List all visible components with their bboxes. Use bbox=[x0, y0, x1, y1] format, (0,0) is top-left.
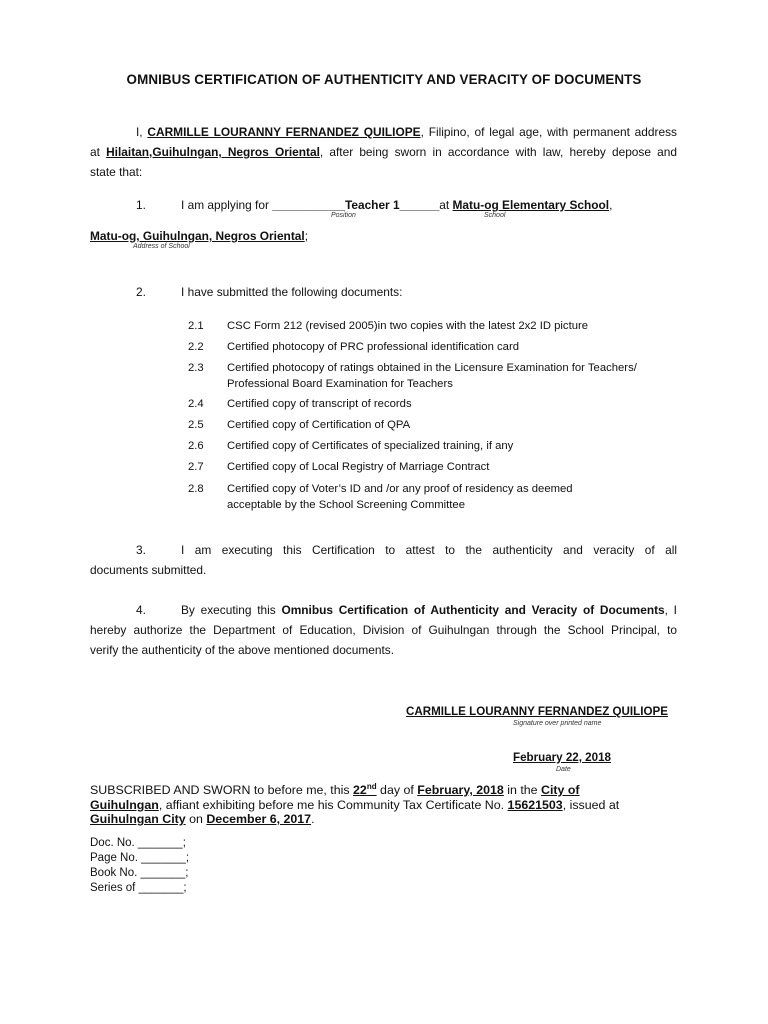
signature-caption: Signature over printed name bbox=[513, 720, 602, 727]
sworn-text-7: . bbox=[311, 812, 315, 827]
document-text: Certified copy of Certificates of specialized training, if any bbox=[227, 440, 514, 452]
item1-text-a: I am applying for bbox=[181, 198, 273, 212]
intro-paragraph bbox=[90, 122, 677, 182]
school-address-line bbox=[90, 229, 308, 243]
document-title: OMNIBUS CERTIFICATION OF AUTHENTICITY AND VERACITY OF DOCUMENTS bbox=[126, 72, 642, 87]
item3-line-1 bbox=[90, 540, 677, 560]
document-number: 2.4 bbox=[188, 398, 204, 410]
document-text: Certified copy of transcript of records bbox=[227, 398, 412, 410]
affiant-address: Hilaitan,Guihulngan, Negros Oriental bbox=[106, 145, 320, 159]
intro-middle: , Filipino, of legal age, with permanent address bbox=[420, 125, 677, 139]
item4-line-2: hereby authorize the Department of Education, Division of Guihulngan through the School Principal, to bbox=[90, 623, 677, 637]
document-number: 2.1 bbox=[188, 320, 204, 332]
sworn-day bbox=[353, 783, 377, 797]
address-caption: Address of School bbox=[133, 243, 190, 250]
item1-line bbox=[181, 198, 612, 212]
item2-text: I have submitted the following documents: bbox=[181, 285, 403, 299]
document-number: 2.3 bbox=[188, 362, 204, 374]
issued-date: December 6, 2017 bbox=[206, 812, 312, 827]
document-number: 2.5 bbox=[188, 419, 204, 431]
document-text: Certified copy of Voter’s ID and /or any proof of residency as deemed acceptable by the School Screening Committee bbox=[227, 483, 573, 511]
sworn-city-part1: City of bbox=[541, 783, 580, 798]
sworn-text-3: in the bbox=[503, 783, 542, 798]
intro-line-1 bbox=[90, 122, 677, 142]
document-number: 2.2 bbox=[188, 341, 204, 353]
intro-line-3: state that: bbox=[90, 165, 143, 179]
sworn-text-6: on bbox=[185, 812, 207, 827]
doc-no-line: Doc. No. _______; bbox=[90, 837, 186, 849]
item3-line1-text: I am executing this Certification to attest to the authenticity and veracity of all bbox=[181, 543, 677, 557]
sworn-text-5: , issued at bbox=[562, 797, 620, 812]
item1-number: 1. bbox=[136, 198, 146, 212]
sworn-statement bbox=[90, 780, 690, 827]
document-text: CSC Form 212 (revised 2005)in two copies with the latest 2x2 ID picture bbox=[227, 320, 589, 332]
document-text: Certified photocopy of ratings obtained in the Licensure Examination for Teachers/ Professional Board Examination for Teachers bbox=[227, 362, 637, 390]
item4-text-a: By executing this bbox=[181, 603, 282, 617]
sworn-month-year: February, 2018 bbox=[417, 783, 504, 798]
page-no-line: Page No. _______; bbox=[90, 852, 190, 864]
notary-block bbox=[90, 836, 189, 896]
school-name: Matu-og Elementary School bbox=[452, 198, 610, 212]
item1-comma: , bbox=[609, 198, 613, 212]
document-number: 2.7 bbox=[188, 461, 204, 473]
school-address: Matu-og, Guihulngan, Negros Oriental bbox=[90, 229, 305, 243]
signature-name: CARMILLE LOURANNY FERNANDEZ QUILIOPE bbox=[406, 705, 668, 718]
ctc-number: 15621503 bbox=[507, 797, 563, 812]
document-text: Certified copy of Local Registry of Marriage Contract bbox=[227, 461, 490, 473]
sworn-text-2: day of bbox=[376, 783, 418, 798]
item4-paragraph bbox=[90, 600, 677, 660]
item1-text-b: at bbox=[439, 198, 453, 212]
item4-number: 4. bbox=[136, 603, 146, 617]
issued-city: Guihulngan City bbox=[90, 812, 186, 827]
item4-line1-text bbox=[90, 600, 677, 620]
series-of-line: Series of _______; bbox=[90, 882, 187, 894]
sworn-text-1: SUBSCRIBED AND SWORN to before me, this bbox=[90, 783, 354, 798]
item3-line-2: documents submitted. bbox=[90, 563, 207, 577]
item3-number: 3. bbox=[136, 543, 146, 557]
affiant-name: CARMILLE LOURANNY FERNANDEZ QUILIOPE bbox=[147, 125, 421, 139]
intro-line2-suffix: , after being sworn in accordance with law, hereby depose and bbox=[319, 145, 677, 159]
book-no-line: Book No. _______; bbox=[90, 867, 189, 879]
document-text: Certified photocopy of PRC professional identification card bbox=[227, 341, 519, 353]
item4-text-b: , I bbox=[664, 603, 677, 617]
school-caption: School bbox=[484, 212, 506, 219]
item4-line-1 bbox=[90, 600, 677, 620]
item4-doc-name: Omnibus Certification of Authenticity and Veracity of Documents bbox=[281, 603, 665, 617]
position-field: ___________Teacher 1______ bbox=[272, 198, 440, 212]
document-number: 2.8 bbox=[188, 483, 204, 495]
document-text: Certified copy of Certification of QPA bbox=[227, 419, 411, 431]
item2-number: 2. bbox=[136, 285, 146, 299]
intro-line-2 bbox=[90, 142, 677, 162]
sworn-day-suffix: nd bbox=[366, 782, 377, 791]
intro-prefix: I, bbox=[136, 125, 148, 139]
item4-line-3: verify the authenticity of the above mentioned documents. bbox=[90, 643, 395, 657]
intro-line2-prefix: at bbox=[90, 145, 107, 159]
sworn-day-number: 22 bbox=[353, 783, 367, 798]
sworn-text-4: , affiant exhibiting before me his Community Tax Certificate No. bbox=[158, 797, 508, 812]
signature-date: February 22, 2018 bbox=[513, 751, 611, 764]
item3-paragraph bbox=[90, 540, 677, 580]
sworn-city-part2: Guihulngan bbox=[90, 797, 159, 812]
document-number: 2.6 bbox=[188, 440, 204, 452]
item1-semicolon: ; bbox=[304, 229, 309, 243]
date-caption: Date bbox=[556, 766, 571, 773]
position-caption: Position bbox=[331, 212, 356, 219]
